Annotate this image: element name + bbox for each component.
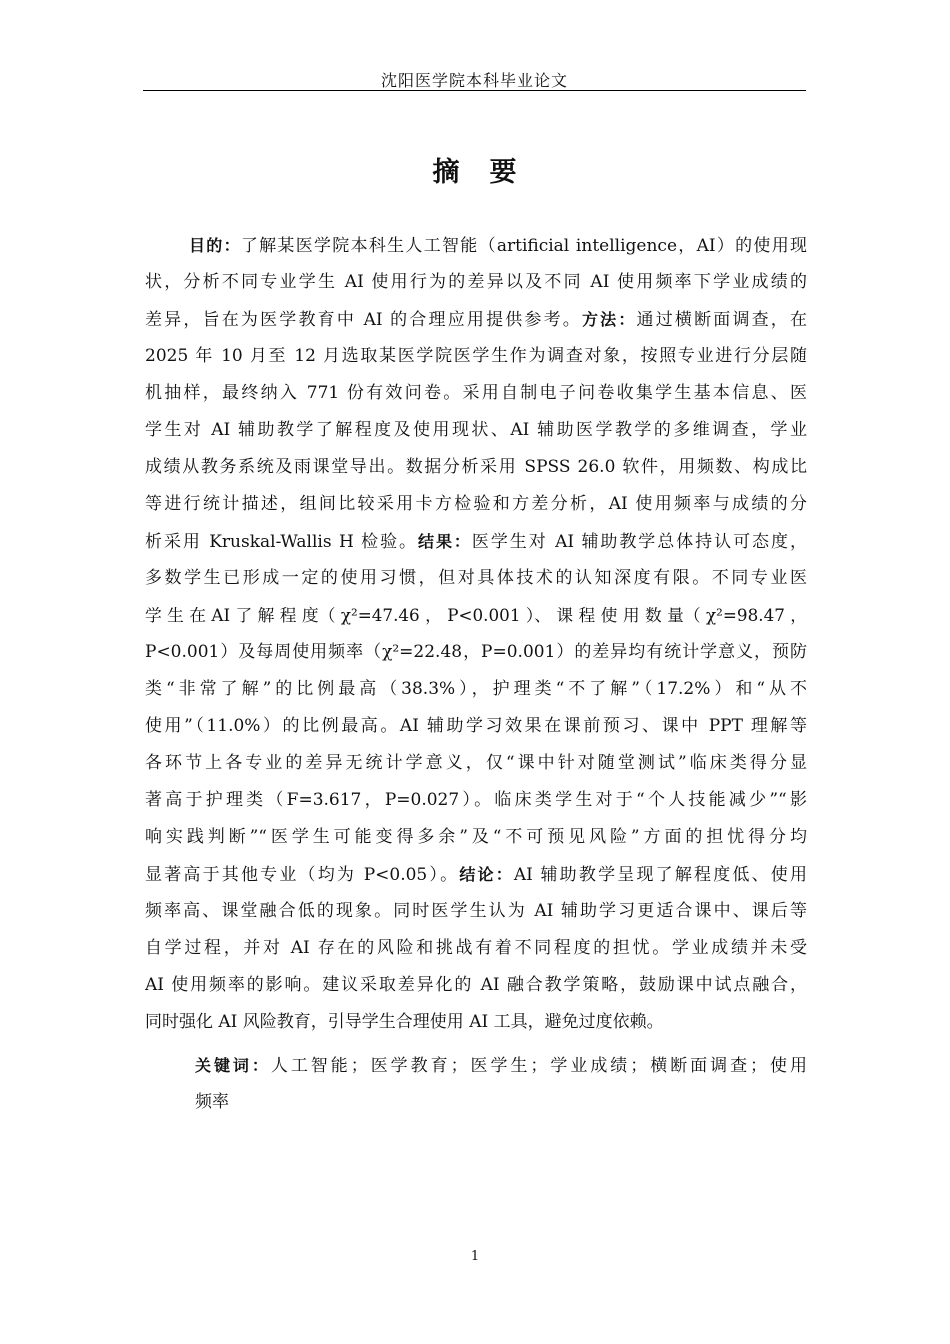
abstract-line: 使用”（11.0%）的比例最高。AI 辅助学习效果在课前预习、课中 PPT 理解等 bbox=[145, 716, 807, 736]
abstract-line: 自学过程，并对 AI 存在的风险和挑战有着不同程度的担忧。学业成绩并未受 bbox=[145, 938, 807, 958]
abstract-line: 2025 年 10 月至 12 月选取某医学院医学生作为调查对象，按照专业进行分层随 bbox=[145, 346, 807, 366]
page-number: 1 bbox=[470, 1249, 480, 1264]
title-char-2: 要 bbox=[489, 157, 517, 188]
abstract-line: 类“非常了解”的比例最高（38.3%），护理类“不了解”（17.2%）和“从不 bbox=[145, 679, 807, 699]
section-label-conclusion: 结论： bbox=[459, 865, 514, 884]
running-header: 沈阳医学院本科毕业论文 bbox=[380, 71, 568, 90]
abstract-line: 目的：了解某医学院本科生人工智能（artificial intelligence，AI）的使用现 bbox=[189, 236, 807, 256]
title-char-1: 摘 bbox=[432, 157, 460, 188]
section-label-methods: 方法： bbox=[581, 310, 637, 329]
abstract-title bbox=[143, 150, 806, 189]
abstract-line: 状，分析不同专业学生 AI 使用行为的差异以及不同 AI 使用频率下学业成绩的 bbox=[145, 272, 807, 292]
abstract-line: 学 生 在 AI 了 解 程 度（ χ²=47.46 ， P<0.001 ）、 课 程 使 用 数 量（ χ²=98.47 ， bbox=[145, 605, 807, 625]
abstract-body bbox=[145, 227, 807, 1041]
abstract-line: 析采用 Kruskal-Wallis H 检验。结果：医学生对 AI 辅助教学总体持认可态度， bbox=[145, 532, 807, 552]
abstract-line: P<0.001）及每周使用频率（χ²=22.48，P=0.001）的差异均有统计学意义，预防 bbox=[145, 642, 807, 662]
keywords-label: 关键词： bbox=[195, 1056, 271, 1075]
abstract-line: 成绩从教务系统及雨课堂导出。数据分析采用 SPSS 26.0 软件，用频数、构成比 bbox=[145, 457, 807, 477]
keywords bbox=[195, 1047, 807, 1121]
abstract-line: 频率高、课堂融合低的现象。同时医学生认为 AI 辅助学习更适合课中、课后等 bbox=[145, 901, 807, 921]
keywords-line: 频率 bbox=[195, 1092, 229, 1112]
abstract-line: 机抽样，最终纳入 771 份有效问卷。采用自制电子问卷收集学生基本信息、医 bbox=[145, 383, 807, 403]
abstract-line: AI 使用频率的影响。建议采取差异化的 AI 融合教学策略，鼓励课中试点融合， bbox=[145, 975, 807, 995]
abstract-line: 多数学生已形成一定的使用习惯，但对具体技术的认知深度有限。不同专业医 bbox=[145, 568, 807, 588]
abstract-line: 等进行统计描述，组间比较采用卡方检验和方差分析，AI 使用频率与成绩的分 bbox=[145, 494, 807, 514]
abstract-line: 著高于护理类（F=3.617，P=0.027）。临床类学生对于“个人技能减少”“影 bbox=[145, 790, 807, 810]
section-label-objective: 目的： bbox=[189, 236, 241, 255]
abstract-line: 响实践判断”“医学生可能变得多余”及“不可预见风险”方面的担忧得分均 bbox=[145, 827, 807, 847]
abstract-line: 差异，旨在为医学教育中 AI 的合理应用提供参考。方法：通过横断面调查，在 bbox=[145, 310, 807, 330]
header-rule bbox=[143, 90, 806, 91]
keywords-line: 关键词：人工智能；医学教育；医学生；学业成绩；横断面调查；使用 bbox=[195, 1056, 807, 1076]
abstract-line: 显著高于其他专业（均为 P<0.05）。结论：AI 辅助教学呈现了解程度低、使用 bbox=[145, 865, 807, 885]
abstract-line: 学生对 AI 辅助教学了解程度及使用现状、AI 辅助医学教学的多维调查，学业 bbox=[145, 420, 807, 440]
abstract-line: 各环节上各专业的差异无统计学意义，仅“课中针对随堂测试”临床类得分显 bbox=[145, 753, 807, 773]
abstract-line: 同时强化 AI 风险教育，引导学生合理使用 AI 工具，避免过度依赖。 bbox=[145, 1012, 664, 1032]
section-label-results: 结果： bbox=[418, 532, 472, 551]
